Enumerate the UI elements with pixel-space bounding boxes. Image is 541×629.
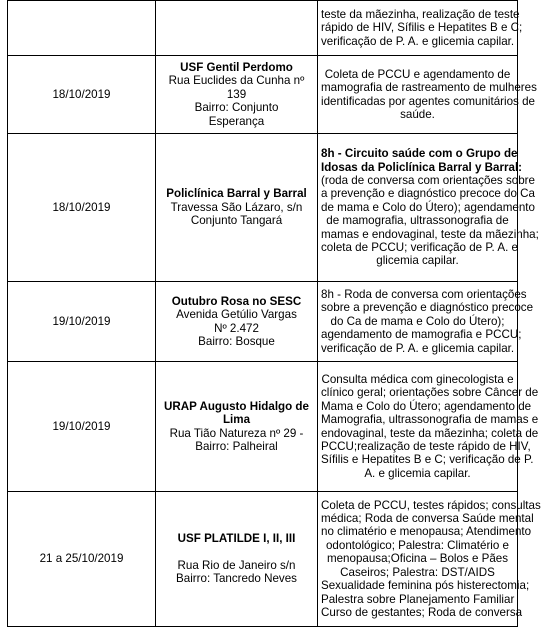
activity-line: A. e glicemia capilar. (364, 466, 471, 480)
event-date: 18/10/2019 (52, 200, 111, 214)
date-cell (8, 134, 156, 282)
address-line: Bairro: Bosque (198, 334, 275, 348)
activity-line: verificação de P. A. e glicemia capilar. (321, 341, 515, 355)
activity-line: menopausa;Oficina – Bolos e Pães (326, 552, 509, 566)
activity-heading: Idosas da Policlínica Barral y Barral: (321, 160, 523, 174)
activity-cell (318, 1, 523, 56)
location-name: USF Gentil Perdomo (180, 60, 293, 74)
date-cell (8, 56, 156, 134)
activity-line: no climatério e menopausa; Atendimento (321, 525, 532, 539)
activity-cell (318, 282, 534, 362)
location-cell (156, 492, 318, 627)
activity-line: médica; Roda de conversa Saúde mental (321, 512, 534, 526)
event-date: 19/10/2019 (52, 419, 111, 433)
activity-line: Caseiros; Palestra: DST/AIDS (340, 565, 495, 579)
activity-line: Coleta de PCCU, testes rápidos; consultas (321, 498, 541, 512)
activity-cell (318, 492, 541, 627)
activity-line: Palestra sobre Planejamento Familiar (321, 592, 515, 606)
activity-cell (318, 56, 537, 134)
address-line: Conjunto Tangará (190, 214, 283, 228)
table-row (8, 1, 518, 56)
activity-line: endovaginal, teste da mãezinha; coleta de (321, 426, 539, 440)
activity-line: Sífilis e Hepatites B e C; verificação de P. (321, 453, 534, 467)
activity-cell (318, 134, 539, 282)
date-cell (8, 282, 156, 362)
schedule-table (7, 0, 541, 627)
event-date: 19/10/2019 (52, 314, 111, 328)
activity-line: 8h - Roda de conversa com orientações (321, 287, 527, 301)
activity-line: saúde. (400, 107, 435, 121)
location-name: URAP Augusto Hidalgo de Lima (164, 399, 309, 427)
address-line: Travessa São Lázaro, s/n (170, 200, 303, 214)
address-line: Nº 2.472 (214, 321, 259, 335)
activity-line: Consulta médica com ginecologista e (321, 372, 514, 386)
table-row (8, 56, 518, 134)
location-name: Policlínica Barral y Barral (166, 187, 307, 201)
activity-line: Coleta de PCCU e agendamento de (324, 67, 511, 81)
event-date: 18/10/2019 (52, 87, 111, 101)
activity-line: rápido de HIV, Sífilis e Hepatites B e C; (321, 21, 523, 35)
table-row (8, 492, 518, 627)
address-line: Rua Euclides da Cunha nº (168, 74, 305, 88)
address-line: Bairro: Palheiral (195, 439, 278, 453)
activity-line: glicemia capilar. (376, 254, 459, 268)
activity-line: odontológico; Palestra: Climatério e (325, 538, 510, 552)
activity-line: coleta de PCCU; verificação de P. A. e (321, 241, 518, 255)
address-line: Esperança (208, 114, 265, 128)
activity-line: Mama e Colo do Útero; agendamento de (321, 399, 532, 413)
activity-cell (318, 362, 539, 492)
activity-line: de mama e Colo do Útero); agendamento (321, 200, 535, 214)
activity-line: mamas e endovaginal, teste da mãezinha; (321, 227, 539, 241)
date-cell (8, 492, 156, 627)
event-date: 21 a 25/10/2019 (39, 552, 124, 566)
activity-line: de mamografia, ultrassonografia de (326, 214, 509, 228)
activity-line: verificação de P. A. e glicemia capilar. (321, 34, 515, 48)
activity-line: (roda de conversa com orientações sobre (321, 173, 535, 187)
address-line: Bairro: Tancredo Neves (176, 572, 297, 586)
activity-line: PCCU;realização de teste rápido de HIV, (321, 439, 531, 453)
activity-line: do Ca de mama e Colo do Útero); (330, 314, 505, 328)
activity-line: identificadas por agentes comunitários de (321, 94, 535, 108)
address-line: Rua Rio de Janeiro s/n (177, 558, 296, 572)
table-row (8, 362, 518, 492)
activity-heading: 8h - Circuito saúde com o Grupo de (321, 147, 518, 161)
location-cell (156, 282, 318, 362)
table-row (8, 282, 518, 362)
location-name: Outubro Rosa no SESC (171, 294, 302, 308)
location-name: USF PLATILDE I, II, III (177, 532, 296, 546)
location-cell (156, 56, 318, 134)
table-row (8, 134, 518, 282)
address-line: Rua Tião Natureza nº 29 - (169, 426, 304, 440)
activity-line: Curso de gestantes; Roda de conversa (321, 605, 523, 619)
date-cell (8, 1, 156, 56)
address-line: Bairro: Conjunto (194, 101, 279, 115)
activity-line: Sexualidade feminina pós histerectomia; (321, 579, 530, 593)
location-cell (156, 362, 318, 492)
address-line: Avenida Getúlio Vargas (176, 308, 297, 322)
activity-line: a prevenção e diagnóstico precoce do Ca (321, 187, 535, 201)
location-cell (156, 134, 318, 282)
address-line: 139 (226, 87, 247, 101)
activity-line: sobre a prevenção e diagnóstico precoce (321, 301, 534, 315)
activity-line: clínico geral; orientações sobre Câncer de (321, 386, 539, 400)
date-cell (8, 362, 156, 492)
location-cell (156, 1, 318, 56)
activity-line: Mamografia, ultrassonografia de mamas e (321, 413, 539, 427)
activity-line: teste da mãezinha, realização de teste (321, 7, 520, 21)
activity-line: mamografia de rastreamento de mulheres (321, 81, 537, 95)
activity-line: agendamento de mamografia e PCCU; (321, 328, 522, 342)
